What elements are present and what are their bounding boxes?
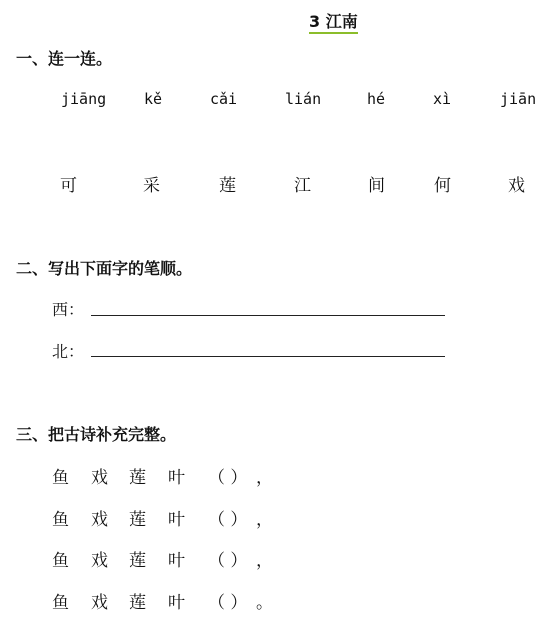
poem-blank[interactable]: （ ）	[208, 468, 248, 488]
pinyin-item: cǎi	[210, 90, 238, 108]
pinyin-item: xì	[433, 90, 452, 108]
poem-word: 戏	[91, 551, 108, 571]
poem-word: 叶	[168, 468, 185, 488]
poem-word: 莲	[129, 551, 146, 571]
stroke-order-label-bei: 北：	[52, 342, 85, 361]
character-item: 采	[143, 176, 160, 196]
poem-word: 戏	[91, 510, 108, 530]
stroke-order-answer-line-xi[interactable]	[91, 315, 445, 316]
pinyin-item: hé	[367, 90, 386, 108]
poem-word: 鱼	[52, 551, 69, 571]
section-3-heading: 三、把古诗补充完整。	[16, 425, 177, 444]
poem-word: 戏	[91, 593, 108, 613]
poem-punctuation: ，	[256, 510, 273, 530]
pinyin-item: jiāng	[61, 90, 107, 108]
character-item: 戏	[508, 176, 525, 196]
poem-blank[interactable]: （ ）	[208, 593, 248, 613]
poem-word: 戏	[91, 468, 108, 488]
character-item: 江	[294, 176, 311, 196]
worksheet-title: 3 江南	[309, 12, 358, 34]
character-item: 莲	[219, 176, 236, 196]
poem-word: 莲	[129, 468, 146, 488]
poem-line	[0, 505, 551, 529]
poem-word: 鱼	[52, 468, 69, 488]
stroke-order-label-xi: 西：	[52, 300, 85, 319]
poem-word: 鱼	[52, 593, 69, 613]
section-2-heading: 二、写出下面字的笔顺。	[16, 259, 193, 278]
poem-word: 鱼	[52, 510, 69, 530]
poem-punctuation: ，	[256, 551, 273, 571]
poem-word: 叶	[168, 551, 185, 571]
poem-punctuation: 。	[256, 593, 273, 613]
poem-word: 叶	[168, 593, 185, 613]
pinyin-item: kě	[144, 90, 163, 108]
stroke-order-answer-line-bei[interactable]	[91, 356, 445, 357]
poem-punctuation: ，	[256, 468, 273, 488]
poem-line	[0, 588, 551, 612]
poem-word: 莲	[129, 593, 146, 613]
poem-line	[0, 463, 551, 487]
character-item: 可	[60, 176, 77, 196]
poem-word: 叶	[168, 510, 185, 530]
pinyin-item: lián	[285, 90, 322, 108]
pinyin-item: jiān	[500, 90, 537, 108]
character-item: 何	[434, 176, 451, 196]
poem-word: 莲	[129, 510, 146, 530]
poem-line	[0, 546, 551, 570]
character-item: 间	[368, 176, 385, 196]
section-1-heading: 一、连一连。	[16, 49, 113, 68]
poem-blank[interactable]: （ ）	[208, 510, 248, 530]
poem-blank[interactable]: （ ）	[208, 551, 248, 571]
